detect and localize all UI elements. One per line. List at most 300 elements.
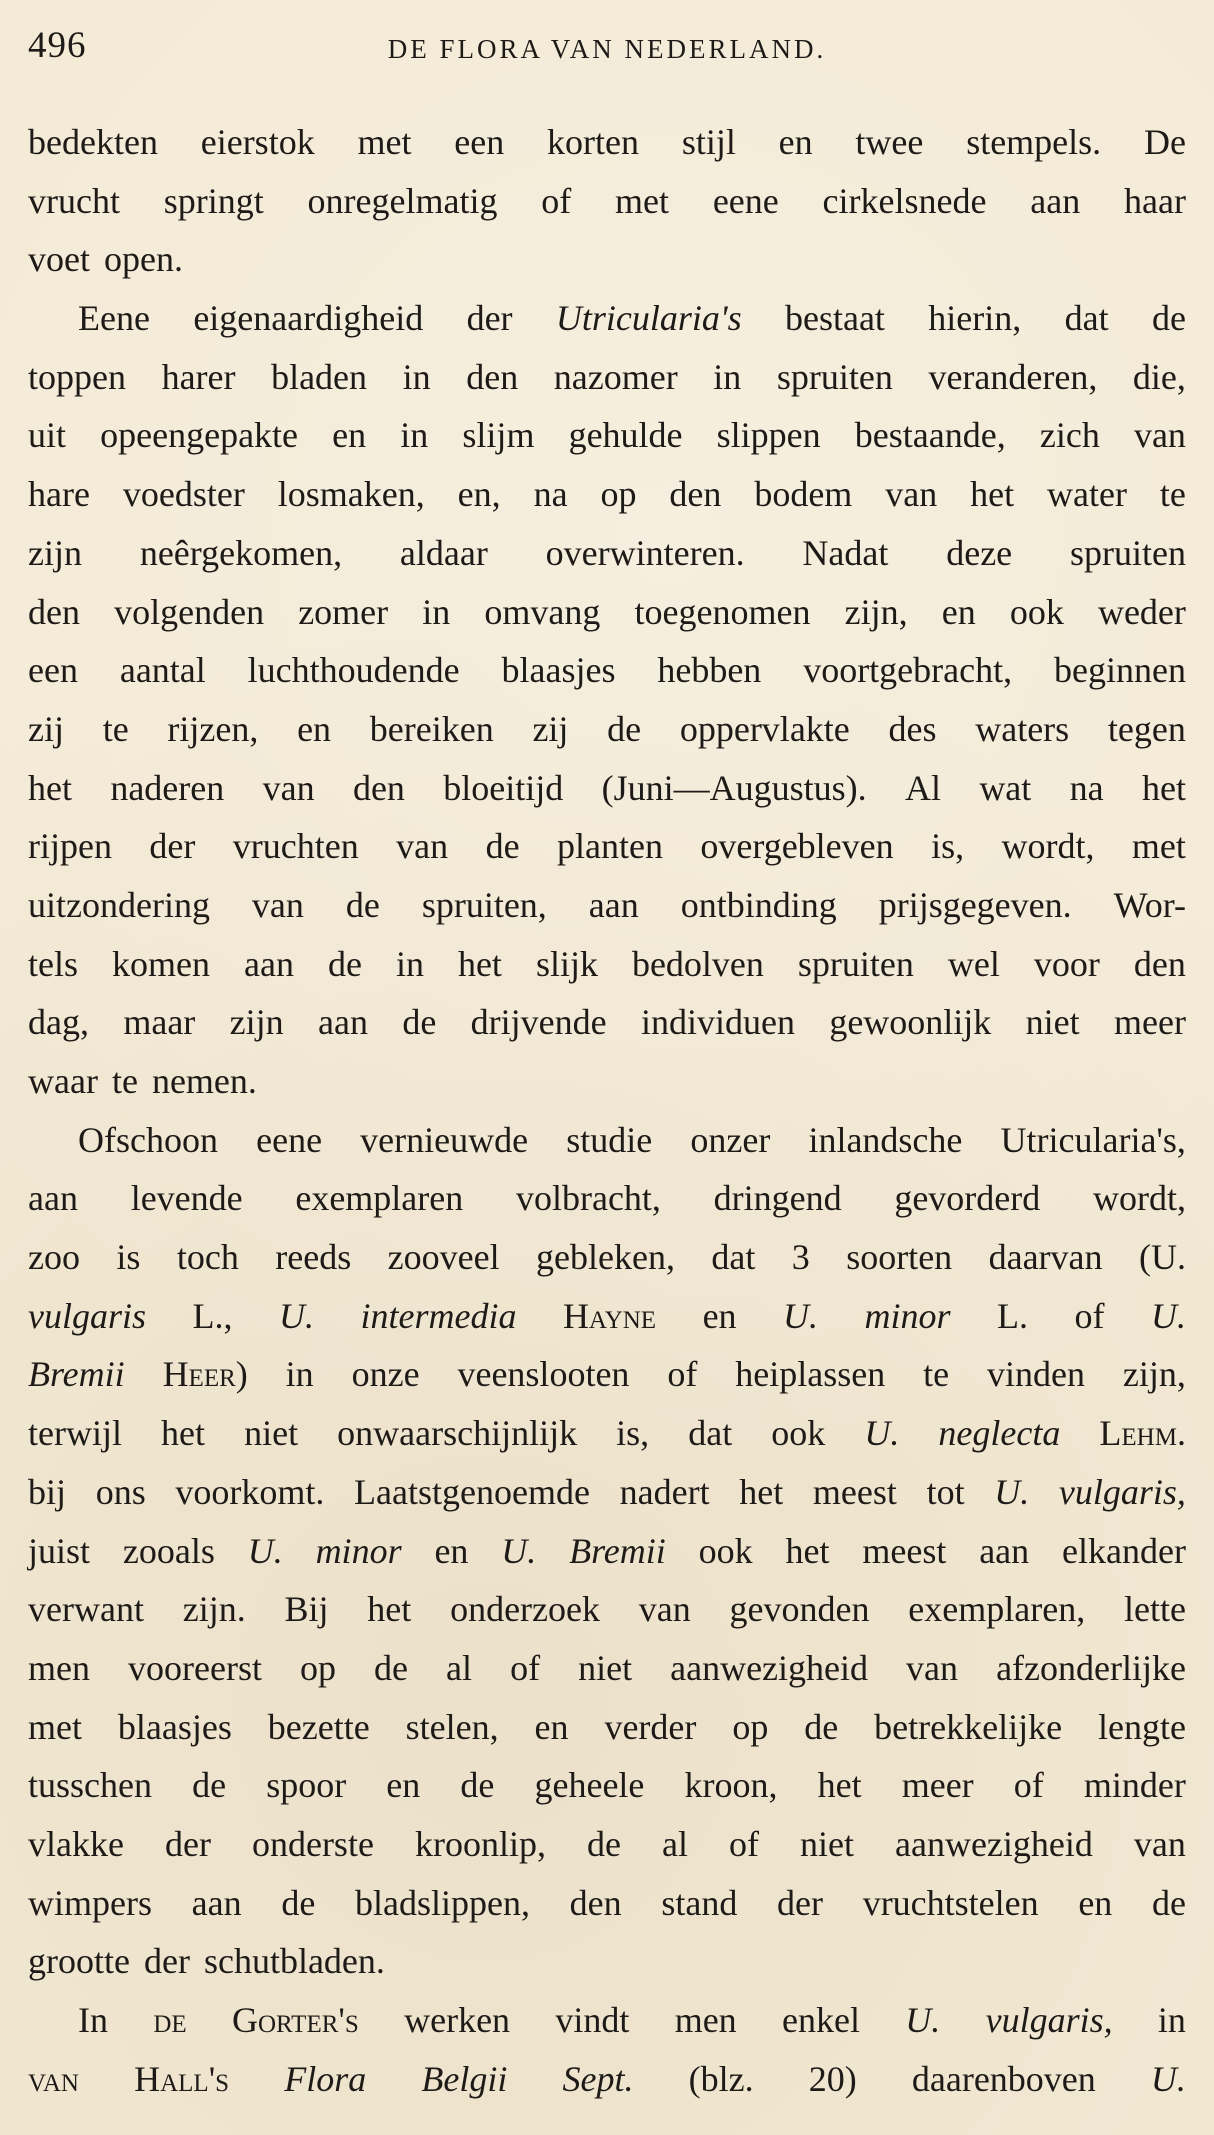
word: exemplaren (295, 1178, 464, 1219)
word: stijl (681, 122, 736, 162)
word: hare (28, 474, 90, 515)
word: vruchten (232, 826, 359, 867)
text-line (28, 1580, 1186, 1639)
word: gevonden (729, 1589, 870, 1630)
text-line (28, 113, 1186, 172)
text-line (28, 1287, 1186, 1346)
word: korten (547, 122, 640, 162)
word: individuen (640, 1002, 795, 1043)
word: enkel (782, 2000, 860, 2040)
word: overgebleven (700, 826, 894, 867)
word: of (510, 1647, 541, 1688)
word: L., (192, 1295, 233, 1336)
word: eierstok (200, 122, 315, 162)
word: bereiken (369, 708, 494, 749)
text-line (28, 348, 1186, 407)
word: te (1159, 474, 1186, 515)
word: zooals (122, 1530, 215, 1571)
word: eene (256, 1119, 323, 1160)
word: stelen, (405, 1706, 499, 1747)
word: minder (1083, 1765, 1186, 1806)
word: de (485, 826, 520, 867)
text-line (28, 1991, 1186, 2050)
word: niet (578, 1647, 633, 1688)
word: de (345, 884, 380, 925)
text-line (28, 583, 1186, 642)
word: aan (243, 943, 294, 984)
word: aanwezigheid (894, 1823, 1093, 1864)
text-line (28, 1522, 1186, 1581)
word: opeengepakte (100, 415, 299, 456)
word: en (434, 1530, 469, 1571)
word: juist (28, 1530, 91, 1571)
word: van (28, 2058, 79, 2099)
word: de (327, 943, 362, 984)
word: water (1047, 474, 1127, 515)
word: elkander (1062, 1530, 1186, 1571)
text-line (28, 759, 1186, 818)
word: Hayne (562, 1295, 657, 1336)
word: neglecta (938, 1413, 1061, 1454)
word: slippen (716, 415, 821, 456)
word: kroon, (684, 1765, 778, 1806)
word: aan (979, 1530, 1030, 1571)
word: zoo (28, 1237, 80, 1278)
word: cirkelsnede (822, 180, 987, 221)
word: zij (28, 708, 64, 749)
word: men (28, 1647, 90, 1688)
word: tot (926, 1471, 965, 1512)
word: het (161, 1413, 206, 1454)
word: bedekten (28, 122, 158, 162)
word: verder (604, 1706, 697, 1747)
word: U. (864, 1413, 900, 1454)
word: Al (904, 767, 941, 808)
word: bestaande, (854, 415, 1006, 456)
word: Ofschoon (78, 1119, 218, 1160)
word: werken (404, 2000, 511, 2040)
word: spruiten (1069, 532, 1186, 573)
page-header (28, 18, 1186, 74)
text-line (28, 1463, 1186, 1522)
word: Eene (78, 298, 150, 339)
word: zijn, (1122, 1354, 1186, 1395)
word: van (638, 1589, 691, 1630)
word: onderzoek (450, 1589, 600, 1630)
word: voet (28, 239, 90, 280)
text-line (28, 1169, 1186, 1228)
text-line (28, 1756, 1186, 1815)
word: twee (855, 122, 924, 162)
word: geheele (534, 1765, 645, 1806)
word: al (661, 1823, 688, 1864)
word: Heer) (162, 1354, 248, 1395)
word: met (615, 180, 670, 221)
word: Bij (284, 1589, 329, 1630)
word: of (1013, 1765, 1044, 1806)
word: op (732, 1706, 769, 1747)
word: aan (28, 1178, 78, 1219)
word: U. (905, 2000, 941, 2040)
word: in (285, 1354, 314, 1395)
text-line (28, 700, 1186, 759)
text-line (28, 230, 1186, 289)
word: den (28, 591, 80, 632)
word: 20) (808, 2058, 857, 2099)
text-line (28, 641, 1186, 700)
word: gehulde (568, 415, 683, 456)
word: en (297, 708, 332, 749)
word: na (533, 474, 568, 515)
word: (blz. (688, 2058, 754, 2099)
word: op (300, 1647, 336, 1688)
word: en (702, 1295, 737, 1336)
word: bloeitijd (443, 767, 564, 808)
word: onze (351, 1354, 420, 1395)
word: te (102, 708, 129, 749)
word: zijn. (182, 1589, 246, 1630)
word: waar (28, 1061, 98, 1101)
word: volbracht, (515, 1178, 661, 1219)
word: ons (95, 1471, 146, 1512)
word: afzonderlijke (996, 1647, 1186, 1688)
word: hierin, (928, 298, 1022, 339)
text-line (28, 1345, 1186, 1404)
word: Utricularia's (555, 298, 742, 339)
word: zooveel (387, 1237, 500, 1278)
word: U. (783, 1295, 819, 1336)
word: dat (711, 1237, 756, 1278)
word: onzer (690, 1119, 771, 1160)
word: niet (244, 1413, 299, 1454)
word: gewoonlijk (829, 1002, 992, 1043)
word: met (28, 1706, 82, 1747)
word: spruiten (797, 943, 914, 984)
word: inlandsche (808, 1119, 963, 1160)
word: gevorderd (894, 1178, 1041, 1219)
word: lengte (1097, 1706, 1186, 1747)
word: de (1151, 298, 1186, 339)
text-line (28, 465, 1186, 524)
word: U. (501, 1530, 537, 1571)
word: is, (616, 1413, 650, 1454)
page-number: 496 (28, 25, 87, 66)
word: toppen (28, 356, 126, 397)
word: studie (566, 1119, 653, 1160)
word: of (728, 1823, 759, 1864)
word: planten (556, 826, 663, 867)
word: minor (315, 1530, 402, 1571)
word: of (667, 1354, 698, 1395)
word: U. (247, 1530, 283, 1571)
word: (Juni—Augustus). (601, 767, 867, 808)
word: vulgaris, (1058, 1471, 1186, 1512)
word: het (1141, 767, 1186, 808)
word: drijvende (470, 1002, 607, 1043)
word: den (466, 356, 519, 397)
word: rijpen (28, 826, 112, 867)
word: Hall's (134, 2058, 230, 2099)
word: of (1074, 1295, 1105, 1336)
word: bezette (267, 1706, 370, 1747)
word: aldaar (399, 532, 488, 573)
word: Nadat (802, 532, 889, 573)
word: losmaken, (277, 474, 425, 515)
word: nemen. (151, 1061, 257, 1101)
word: omvang (484, 591, 601, 632)
word: wimpers (28, 1882, 152, 1923)
text-line (28, 2050, 1186, 2109)
word: luchthoudende (247, 650, 460, 691)
word: hebben (657, 650, 762, 691)
word: zij (532, 708, 569, 749)
word: Belgii (421, 2058, 508, 2099)
word: meest (812, 1471, 897, 1512)
text-line (28, 524, 1186, 583)
word: slijm (462, 415, 535, 456)
word: in (395, 943, 424, 984)
word: komen (112, 943, 210, 984)
word: grootte (28, 1941, 130, 1982)
word: waters (975, 708, 1070, 749)
word: vernieuwde (360, 1119, 529, 1160)
word: in (422, 591, 451, 632)
word: tels (28, 943, 78, 984)
word: Sept. (562, 2058, 634, 2099)
word: vindt (555, 2000, 630, 2040)
word: aan (1030, 180, 1081, 221)
word: U. (1150, 1295, 1186, 1336)
word: in (1157, 2000, 1186, 2040)
word: de (607, 708, 642, 749)
word: nazomer (553, 356, 678, 397)
word: voedster (122, 474, 245, 515)
word: vinden (987, 1354, 1085, 1395)
word: Bremii (28, 1354, 125, 1395)
word: bodem (754, 474, 853, 515)
word: bladslippen, (355, 1882, 530, 1923)
word: aan (588, 884, 639, 925)
word: of (541, 180, 572, 221)
word: heiplassen (735, 1354, 886, 1395)
word: het (817, 1765, 862, 1806)
word: van (906, 1647, 959, 1688)
word: kroonlip, (414, 1823, 546, 1864)
word: niet (799, 1823, 854, 1864)
word: daarvan (988, 1237, 1103, 1278)
word: eene (712, 180, 779, 221)
word: en (941, 591, 976, 632)
word: lette (1123, 1589, 1186, 1630)
word: springt (163, 180, 264, 221)
word: (U. (1138, 1237, 1186, 1278)
word: voor (1033, 943, 1100, 984)
word: niet (1025, 1002, 1080, 1043)
word: meest (862, 1530, 947, 1571)
word: uit (28, 415, 67, 456)
word: meer (1114, 1002, 1186, 1043)
word: prijsgegeven. (878, 884, 1072, 925)
word: het (28, 767, 72, 808)
text-line (28, 1052, 1186, 1111)
word: der (466, 298, 513, 339)
word: en (386, 1765, 421, 1806)
word: Lehm. (1099, 1413, 1186, 1454)
word: deze (946, 532, 1013, 573)
word: schutbladen. (203, 1941, 385, 1982)
word: ook (771, 1413, 826, 1454)
text-line (28, 172, 1186, 231)
word: zijn (28, 532, 82, 573)
word: U. (1150, 2058, 1186, 2099)
text-line (28, 406, 1186, 465)
text-line (28, 1932, 1186, 1991)
word: voorkomt. (175, 1471, 325, 1512)
word: van (1133, 1823, 1186, 1864)
word: Wor- (1113, 884, 1186, 925)
word: dat (688, 1413, 733, 1454)
word: stempels. (966, 122, 1102, 162)
text-line (28, 993, 1186, 1052)
word: de (586, 1823, 621, 1864)
word: open. (103, 239, 183, 280)
word: de (1152, 1882, 1186, 1923)
word: uitzondering (28, 884, 210, 925)
word: de (460, 1765, 495, 1806)
word: onwaarschijnlijk (337, 1413, 578, 1454)
word: overwinteren. (545, 532, 745, 573)
word: Gorter's (231, 2000, 359, 2040)
word: en (534, 1706, 569, 1747)
word: naderen (110, 767, 225, 808)
word: te (923, 1354, 950, 1395)
word: aan (191, 1882, 242, 1923)
word: der (143, 1941, 190, 1982)
word: met (1131, 826, 1186, 867)
word: blaasjes (501, 650, 616, 691)
text-line (28, 1228, 1186, 1287)
text-line (28, 289, 1186, 348)
word: veenslooten (457, 1354, 630, 1395)
text-line (28, 1639, 1186, 1698)
word: slijk (535, 943, 598, 984)
word: van (251, 884, 304, 925)
word: een (454, 122, 505, 162)
word: ook (1009, 591, 1064, 632)
word: De (1143, 122, 1186, 162)
word: van (396, 826, 449, 867)
word: vlakke (28, 1823, 124, 1864)
word: vooreerst (128, 1647, 262, 1688)
word: van (262, 767, 315, 808)
word: is (116, 1237, 141, 1278)
word: van (1133, 415, 1186, 456)
word: het (970, 474, 1015, 515)
word: maar (123, 1002, 196, 1043)
word: Utricularia's, (1000, 1119, 1186, 1160)
word: spoor (266, 1765, 347, 1806)
word: dat (1064, 298, 1109, 339)
word: bestaat (784, 298, 885, 339)
word: haar (1123, 180, 1186, 221)
word: vulgaris (28, 1295, 147, 1336)
word: den (669, 474, 722, 515)
word: volgenden (114, 591, 265, 632)
word: betrekkelijke (874, 1706, 1063, 1747)
word: beginnen (1053, 650, 1186, 691)
word: onderste (251, 1823, 374, 1864)
word: de (374, 1647, 409, 1688)
running-title: DE FLORA VAN NEDERLAND. (387, 34, 827, 64)
word: des (888, 708, 937, 749)
word: tusschen (28, 1765, 152, 1806)
word: van (885, 474, 938, 515)
word: dag, (28, 1002, 89, 1043)
word: harer (161, 356, 236, 397)
word: het (367, 1589, 412, 1630)
word: neêrgekomen, (139, 532, 343, 573)
word: daarenboven (911, 2058, 1096, 2099)
text-line (28, 1111, 1186, 1170)
word: tegen (1107, 708, 1186, 749)
word: zomer (298, 591, 389, 632)
word: den (352, 767, 405, 808)
word: die, (1132, 356, 1186, 397)
word: spruiten, (421, 884, 547, 925)
word: minor (864, 1295, 951, 1336)
word: zijn (229, 1002, 284, 1043)
word: te (111, 1061, 138, 1101)
word: gebleken, (536, 1237, 675, 1278)
word: toch (176, 1237, 239, 1278)
word: den (1133, 943, 1186, 984)
word: voortgebracht, (803, 650, 1013, 691)
text-line (28, 1815, 1186, 1874)
word: en (1078, 1882, 1113, 1923)
word: al (446, 1647, 473, 1688)
word: rijzen, (167, 708, 259, 749)
word: de (281, 1882, 316, 1923)
text-line (28, 1404, 1186, 1463)
word: aan (318, 1002, 368, 1043)
word: bladen (271, 356, 368, 397)
word: en (778, 122, 813, 162)
word: de (192, 1765, 227, 1806)
word: in (713, 356, 742, 397)
word: terwijl (28, 1413, 122, 1454)
word: na (1069, 767, 1104, 808)
word: Flora (284, 2058, 367, 2099)
word: de (402, 1002, 437, 1043)
word: der (777, 1882, 823, 1923)
word: bedolven (631, 943, 764, 984)
word: de (804, 1706, 839, 1747)
word: met (357, 122, 412, 162)
word: wordt, (1001, 826, 1095, 867)
word: wordt, (1092, 1178, 1186, 1219)
word: in (400, 415, 429, 456)
text-line (28, 1698, 1186, 1757)
word: stand (661, 1882, 738, 1923)
word: het (457, 943, 502, 984)
word: veranderen, (928, 356, 1098, 397)
word: U. (994, 1471, 1030, 1512)
text-line (28, 876, 1186, 935)
word: wat (979, 767, 1032, 808)
word: dringend (713, 1178, 842, 1219)
text-line (28, 935, 1186, 994)
word: de (153, 2000, 187, 2040)
